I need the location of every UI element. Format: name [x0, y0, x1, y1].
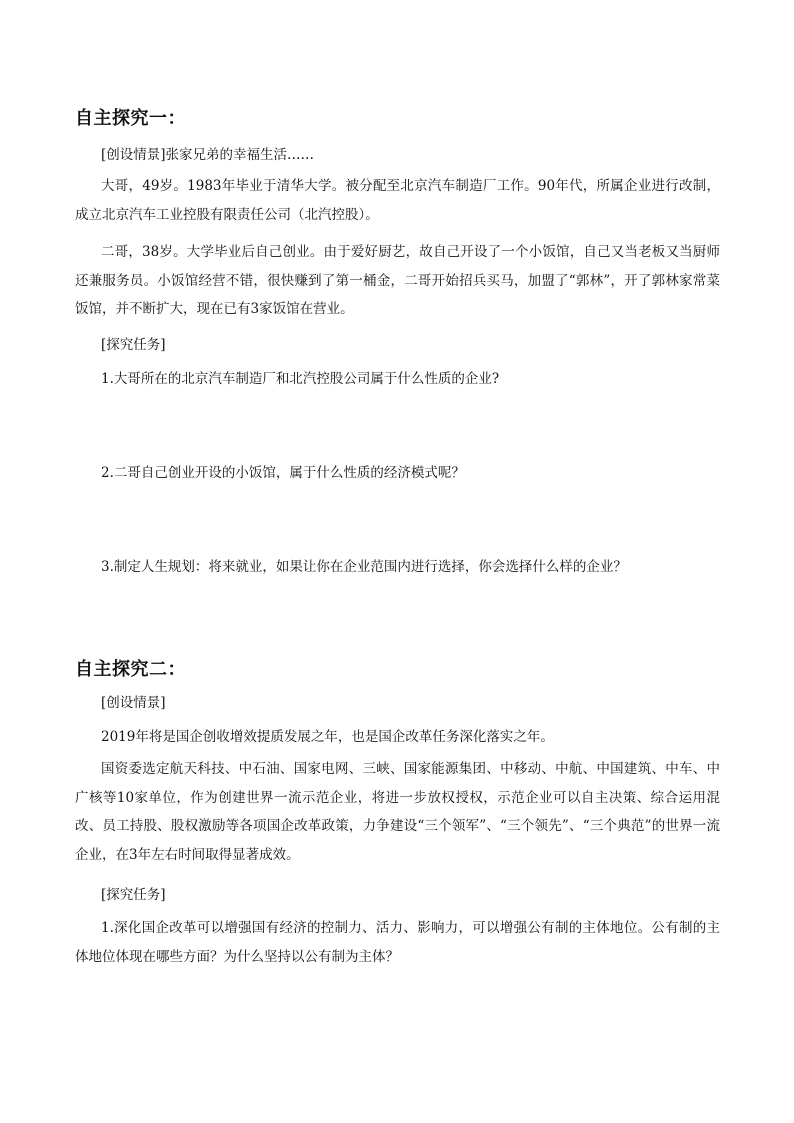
section1-heading: 自主探究一：	[75, 108, 186, 129]
section1-paragraph-dage: 大哥，49岁。1983年毕业于清华大学。被分配至北京汽车制造厂工作。90年代，所属企业进行改制，成立北京汽车工业控股有限责任公司（北汽控股）。	[75, 178, 720, 223]
section2-question-1: 1.深化国企改革可以增强国有经济的控制力、活力、影响力，可以增强公有制的主体地位。公有制的主体地位体现在哪些方面？为什么坚持以公有制为主体？	[75, 920, 720, 965]
section2-scenario-label: [创设情景]	[101, 695, 166, 711]
section1-paragraph-erge: 二哥，38岁。大学毕业后自己创业。由于爱好厨艺，故自己开设了一个小饭馆，自己又当老板又当厨师还兼服务员。小饭馆经营不错，很快赚到了第一桶金，二哥开始招兵买马，加盟了“郭林”，开了郭林家常菜饭馆，并不断扩大，现在已有3家饭馆在营业。	[75, 244, 720, 317]
section2-heading: 自主探究二：	[75, 659, 186, 680]
section1-task-label: [探究任务]	[101, 337, 166, 353]
section1-question-1: 1.大哥所在的北京汽车制造厂和北汽控股公司属于什么性质的企业?	[101, 371, 500, 387]
section2-task-label: [探究任务]	[101, 887, 166, 903]
section2-paragraph-2019: 2019年将是国企创收增效提质发展之年，也是国企改革任务深化落实之年。	[101, 729, 554, 745]
section1-question-2: 2.二哥自己创业开设的小饭馆，属于什么性质的经济模式呢？	[101, 465, 465, 481]
section1-question-3: 3.制定人生规划：将来就业，如果让你在企业范围内进行选择，你会选择什么样的企业？	[101, 559, 627, 575]
section2-paragraph-sasac: 国资委选定航天科技、中石油、国家电网、三峡、国家能源集团、中移动、中航、中国建筑、中车、中广核等10家单位，作为创建世界一流示范企业，将进一步放权授权，示范企业可以自主决策、综合运用混改、员工持股、股权激励等各项国企改革政策，力争建设“三个领军”、“三个领先”、“三个典范”的世界一流企业，在3年左右时间取得显著成效。	[75, 761, 720, 863]
section1-scenario-label: [创设情景]张家兄弟的幸福生活……	[101, 147, 315, 163]
